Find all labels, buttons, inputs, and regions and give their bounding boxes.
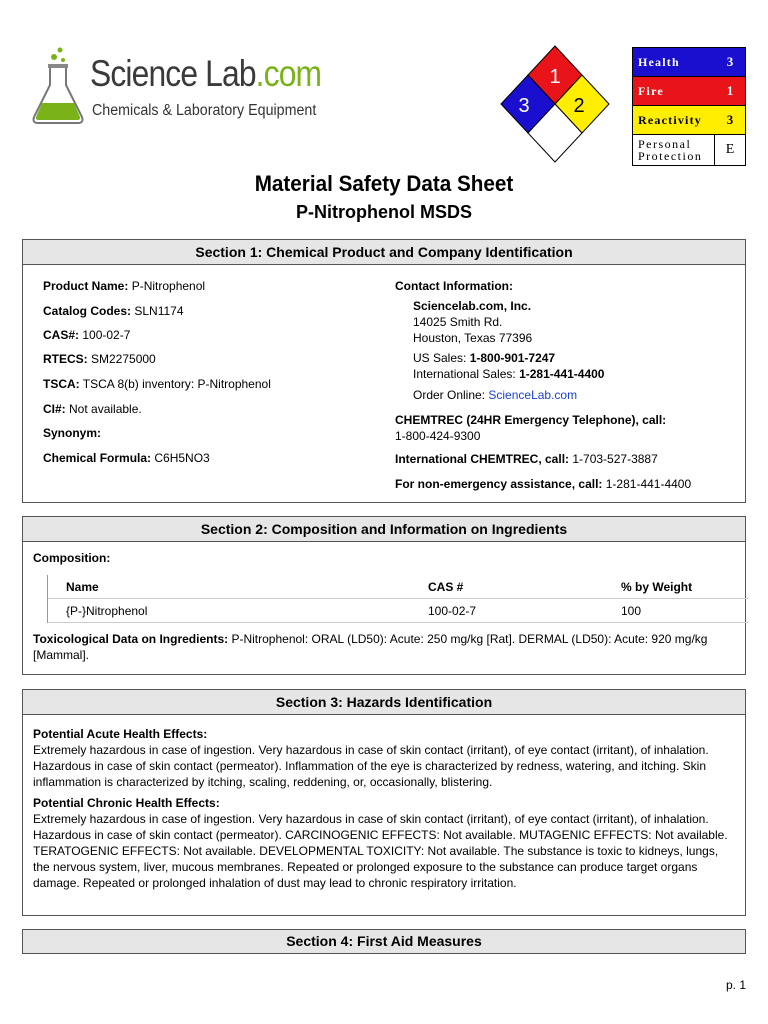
hazard-label: Health: [638, 54, 680, 69]
hazard-label: Reactivity: [638, 112, 702, 127]
chemtrec-phone: 1-800-424-9300: [395, 429, 481, 443]
acute-health-effects-label: Potential Acute Health Effects:: [33, 727, 208, 741]
hazard-row-fire: [633, 77, 745, 106]
chronic-health-effects-label: Potential Chronic Health Effects:: [33, 796, 220, 810]
cas-field: CAS#: 100-02-7: [43, 328, 131, 342]
column-header-name: Name: [66, 579, 99, 594]
document-subtitle: P-Nitrophenol MSDS: [296, 202, 472, 222]
section-3: [22, 689, 746, 916]
contact-information-label: Contact Information:: [395, 279, 513, 293]
logo-tagline: Chemicals & Laboratory Equipment: [92, 102, 317, 119]
tsca-field: TSCA: TSCA 8(b) inventory: P-Nitrophenol: [43, 377, 271, 391]
table-cell: 100: [621, 603, 642, 618]
ci-field: CI#: Not available.: [43, 402, 142, 416]
section-heading: Section 3: Hazards Identification: [23, 690, 745, 715]
synonym-field: Synonym:: [43, 426, 102, 440]
section-1: [22, 239, 746, 503]
intl-chemtrec: International CHEMTREC, call: 1-703-527-3887: [395, 452, 658, 466]
chemical-formula-field: Chemical Formula: C6H5NO3: [43, 451, 210, 465]
non-emergency-assistance: For non-emergency assistance, call: 1-281-441-4400: [395, 477, 692, 491]
table-header-row: [48, 575, 748, 599]
hazard-value: 3: [726, 112, 734, 127]
hazard-label: Fire: [638, 83, 664, 98]
us-sales: US Sales: 1-800-901-7247: [413, 351, 556, 365]
acute-health-effects: [33, 726, 733, 790]
hazard-label: Personal Protection: [638, 137, 703, 163]
composition-label: Composition:: [33, 551, 111, 565]
order-online-link[interactable]: ScienceLab.com: [488, 388, 578, 402]
acute-health-effects-text: Extremely hazardous in case of ingestion. Very hazardous in case of skin contact (irritant), of eye contact (irritant), of inhalation. Hazardous in case of skin contact (permeator). Inflammation of the eye is characterized by redness, watering, and itching. Skin inflammation is characterized by itching, scaling, reddening, or, occasionally, blistering.: [33, 743, 709, 789]
hazard-row-personal-protection: [633, 135, 745, 165]
order-online: Order Online: ScienceLab.com: [413, 388, 578, 402]
international-sales: International Sales: 1-281-441-4400: [413, 367, 605, 381]
section-heading: Section 4: First Aid Measures: [23, 930, 745, 953]
table-cell: {P-}Nitrophenol: [66, 603, 148, 618]
toxicological-data: Toxicological Data on Ingredients: P-Nitrophenol: ORAL (LD50): Acute: 250 mg/kg [Rat]. DERMAL (LD50): Acute: 920 mg/kg [Mammal].: [33, 632, 708, 662]
document-title: Material Safety Data Sheet: [254, 171, 514, 196]
logo-wordmark: Science Lab.com: [90, 53, 322, 94]
chronic-health-effects-text: Extremely hazardous in case of ingestion. Very hazardous in case of skin contact (irritant), of eye contact (irritant), of inhalation. Hazardous in case of skin contact (permeator). CARCINOGENIC EFFECTS: Not available. MUTAGENIC EFFECTS: Not available. TERATOGENIC EFFECTS: Not available. DEVELOPMENTAL TOXICITY: Not available. The substance is toxic to kidneys, lungs, the nervous system, liver, mucous membranes. Repeated or prolonged exposure to the substance can produce target organs damage. Repeated or prolonged inhalation of dust may lead to chronic respiratory irritation.: [33, 812, 728, 890]
rtecs-field: RTECS: SM2275000: [43, 352, 156, 366]
hazard-row-reactivity: [633, 106, 745, 135]
hazard-rating-table: [632, 47, 746, 166]
address-line-2: Houston, Texas 77396: [413, 331, 533, 345]
chemtrec-label: CHEMTREC (24HR Emergency Telephone), call:: [395, 413, 667, 427]
nfpa-fire-value: 1: [549, 66, 561, 88]
table-row: [48, 599, 748, 623]
hazard-row-health: [633, 48, 745, 77]
company-name: Sciencelab.com, Inc.: [413, 299, 532, 313]
page-number: p. 1: [725, 978, 746, 992]
section-2: [22, 516, 746, 675]
hazard-value: 3: [726, 54, 734, 69]
section-heading: Section 2: Composition and Information on Ingredients: [23, 517, 745, 542]
address-line-1: 14025 Smith Rd.: [413, 315, 503, 329]
nfpa-health-value: 3: [518, 95, 530, 117]
section-4: [22, 929, 746, 954]
sciencelab-logo: [20, 45, 322, 130]
chronic-health-effects: [33, 795, 733, 891]
catalog-codes-field: Catalog Codes: SLN1174: [43, 304, 184, 318]
table-cell: 100-02-7: [428, 603, 477, 618]
column-header-weight: % by Weight: [621, 579, 693, 594]
flask-icon: [20, 45, 95, 130]
product-name-field: Product Name: P-Nitrophenol: [43, 279, 206, 293]
composition-table: [47, 575, 748, 623]
hazard-value: 1: [726, 83, 734, 98]
column-header-cas: CAS #: [428, 579, 464, 594]
hazard-value: E: [714, 135, 745, 165]
nfpa-diamond: [499, 44, 611, 166]
nfpa-reactivity-value: 2: [573, 95, 585, 117]
section-heading: Section 1: Chemical Product and Company Identification: [23, 240, 745, 265]
